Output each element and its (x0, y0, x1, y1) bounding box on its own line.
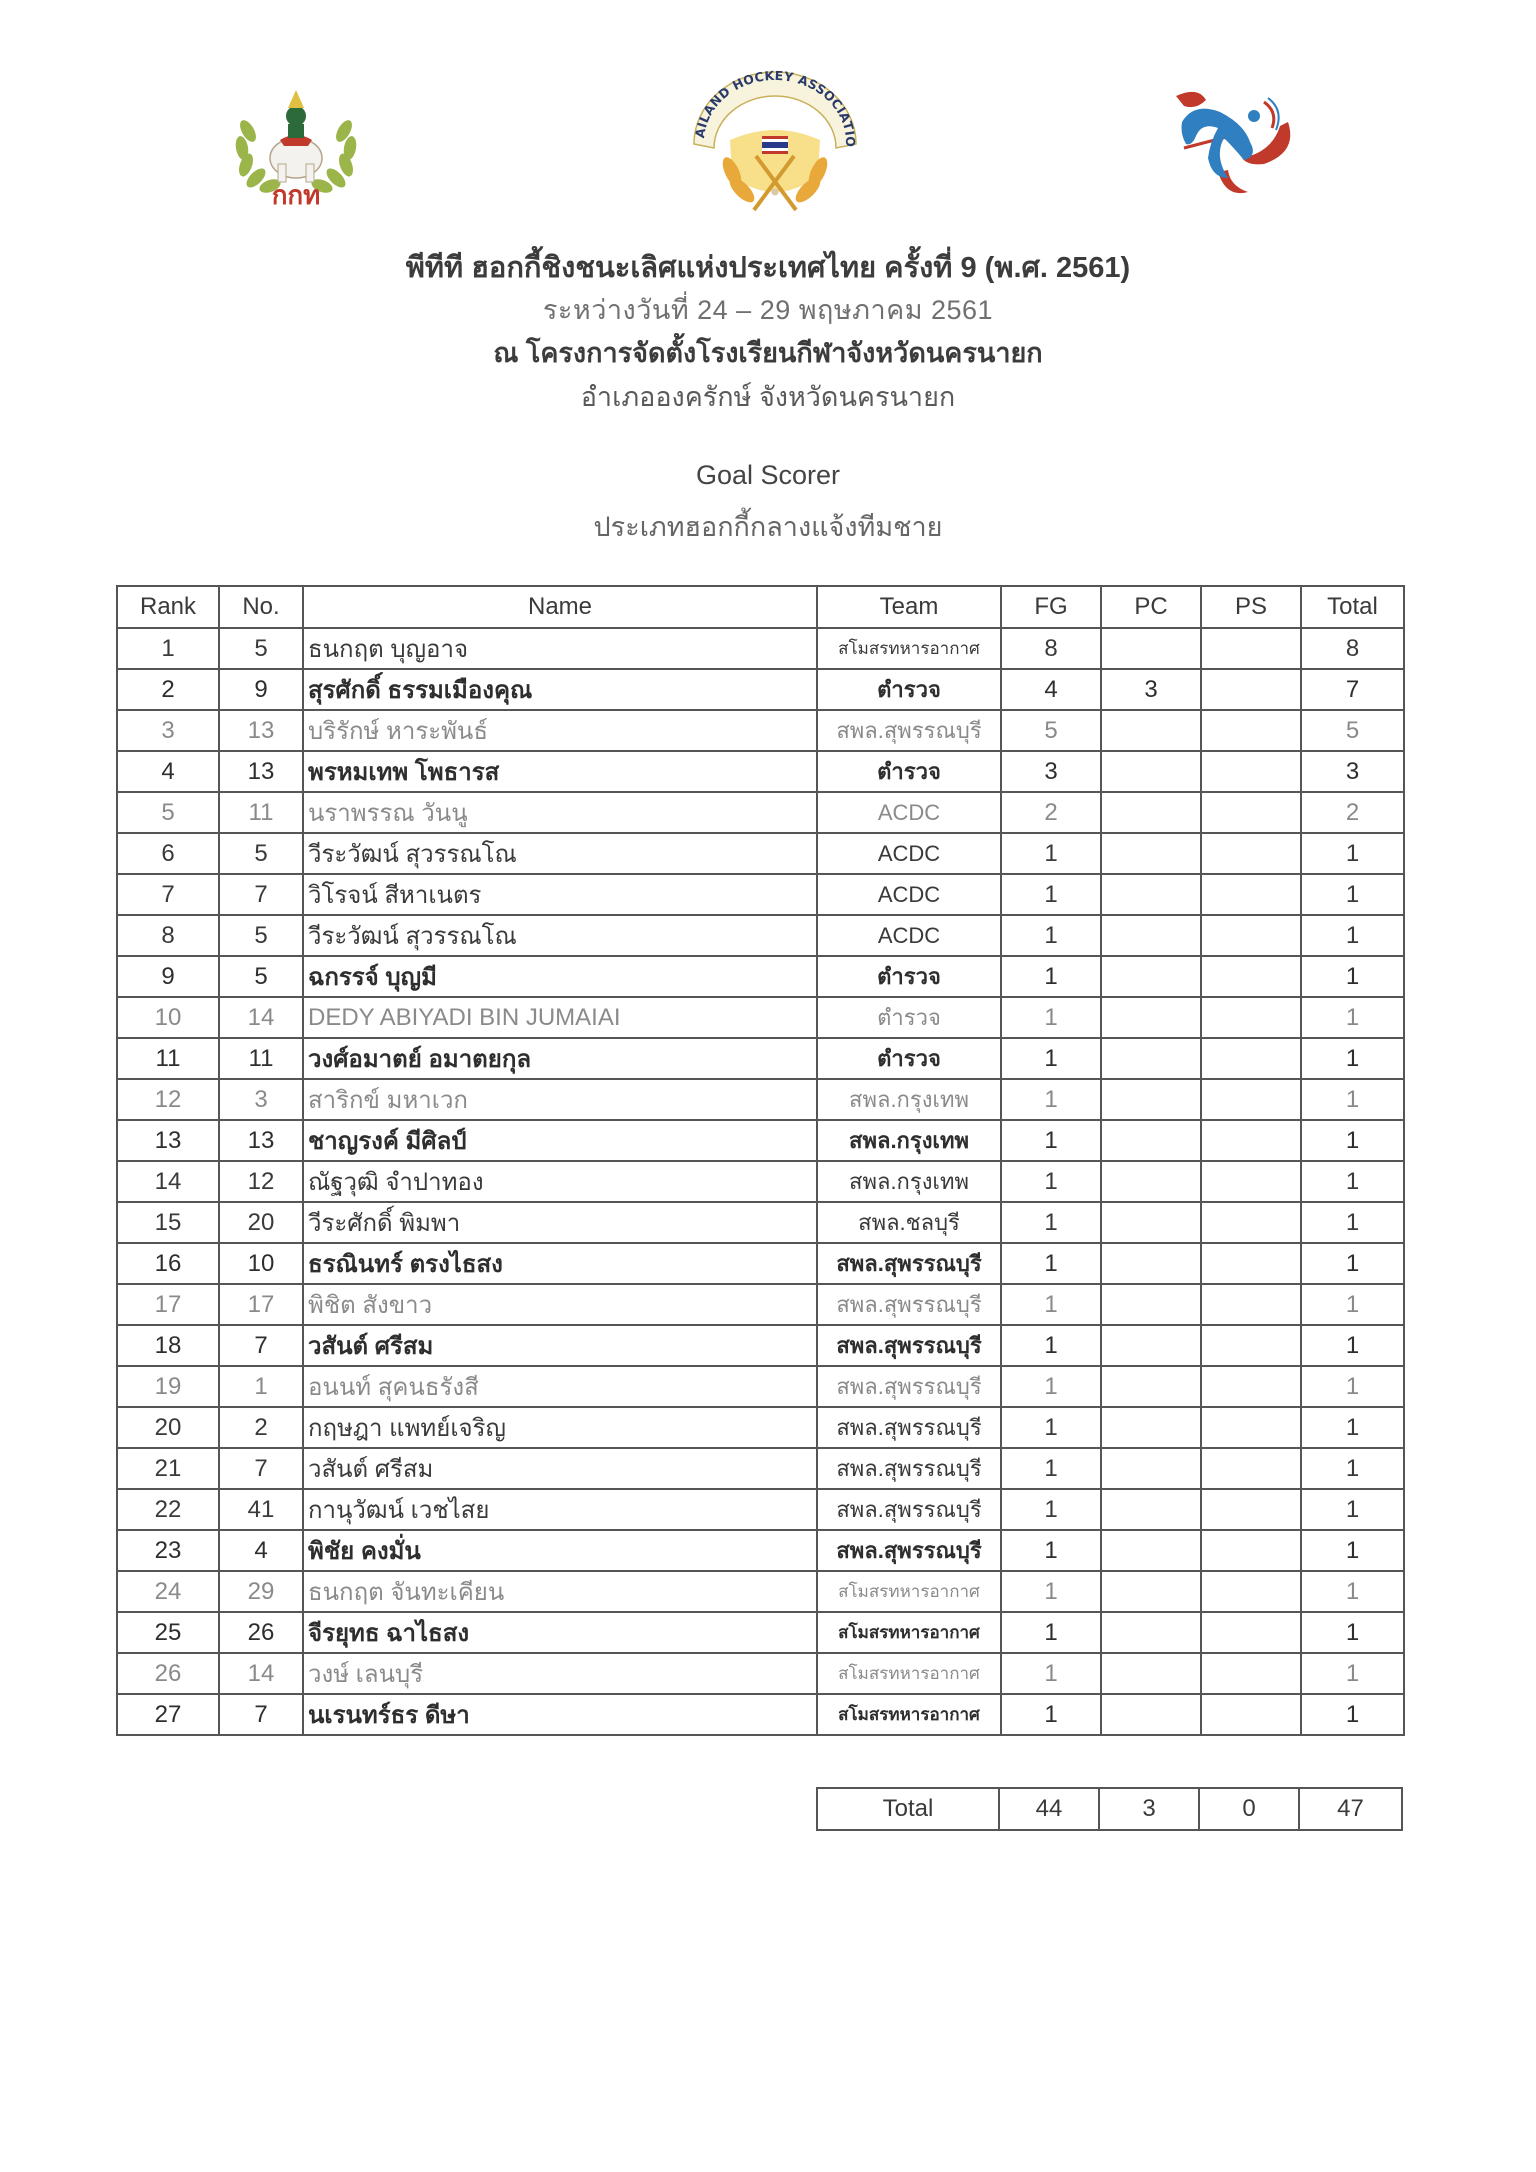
table-row (117, 1079, 1404, 1120)
field-goals-cell: 5 (1001, 710, 1101, 751)
jersey-number-cell: 7 (219, 874, 303, 915)
team-cell: สพล.กรุงเทพ (817, 1120, 1001, 1161)
team-cell: สโมสรทหารอากาศ (817, 1612, 1001, 1653)
penalty-stroke-cell (1201, 956, 1301, 997)
table-row (117, 1530, 1404, 1571)
rank-cell: 8 (117, 915, 219, 956)
penalty-corner-cell (1101, 1079, 1201, 1120)
player-name-cell: วงศ์อมาตย์ อมาตยกุล (303, 1038, 817, 1079)
column-header-fg: FG (1001, 586, 1101, 628)
jersey-number-cell: 2 (219, 1407, 303, 1448)
penalty-corner-cell (1101, 956, 1201, 997)
field-goals-cell: 1 (1001, 1161, 1101, 1202)
penalty-corner-cell (1101, 751, 1201, 792)
team-cell: สพล.สุพรรณบุรี (817, 1489, 1001, 1530)
penalty-stroke-cell (1201, 1038, 1301, 1079)
total-goals-cell: 1 (1301, 915, 1404, 956)
penalty-stroke-cell (1201, 874, 1301, 915)
team-cell: สโมสรทหารอากาศ (817, 1694, 1001, 1735)
penalty-stroke-cell (1201, 833, 1301, 874)
totals-row (817, 1788, 1402, 1830)
player-name-cell: อนนท์ สุคนธรังสี (303, 1366, 817, 1407)
rank-cell: 24 (117, 1571, 219, 1612)
table-row (117, 874, 1404, 915)
jersey-number-cell: 20 (219, 1202, 303, 1243)
column-header-ps: PS (1201, 586, 1301, 628)
field-goals-cell: 1 (1001, 1489, 1101, 1530)
field-goals-cell: 1 (1001, 1366, 1101, 1407)
penalty-corner-cell (1101, 1161, 1201, 1202)
penalty-stroke-cell (1201, 1366, 1301, 1407)
field-goals-cell: 2 (1001, 792, 1101, 833)
player-name-cell: วีระศักดิ์ พิมพา (303, 1202, 817, 1243)
total-goals-cell: 1 (1301, 1366, 1404, 1407)
player-name-cell: นเรนทร์ธร ดีษา (303, 1694, 817, 1735)
rank-cell: 2 (117, 669, 219, 710)
jersey-number-cell: 5 (219, 833, 303, 874)
field-goals-cell: 1 (1001, 833, 1101, 874)
rank-cell: 25 (117, 1612, 219, 1653)
player-name-cell: วสันต์ ศรีสม (303, 1448, 817, 1489)
jersey-number-cell: 7 (219, 1694, 303, 1735)
field-goals-cell: 1 (1001, 1571, 1101, 1612)
penalty-corner-cell (1101, 1612, 1201, 1653)
rank-cell: 26 (117, 1653, 219, 1694)
penalty-corner-cell (1101, 1120, 1201, 1161)
report-title: Goal Scorer (695, 460, 841, 490)
table-row (117, 1038, 1404, 1079)
penalty-corner-cell (1101, 1653, 1201, 1694)
rank-cell: 12 (117, 1079, 219, 1120)
field-goals-cell: 8 (1001, 628, 1101, 669)
field-goals-cell: 4 (1001, 669, 1101, 710)
penalty-stroke-cell (1201, 1079, 1301, 1120)
team-cell: สพล.สุพรรณบุรี (817, 1325, 1001, 1366)
column-header-no: No. (219, 586, 303, 628)
field-goals-cell: 1 (1001, 1079, 1101, 1120)
player-name-cell: ฉกรรจ์ บุญมี (303, 956, 817, 997)
hockey-player-pictogram-logo (1168, 82, 1308, 202)
table-row (117, 792, 1404, 833)
team-cell: ACDC (817, 915, 1001, 956)
table-header-row (117, 586, 1404, 628)
player-name-cell: นราพรรณ วันนู (303, 792, 817, 833)
event-district: อำเภอองครักษ์ จังหวัดนครนายก (580, 382, 956, 412)
player-name-cell: สาริกข์ มหาเวก (303, 1079, 817, 1120)
penalty-stroke-cell (1201, 1325, 1301, 1366)
total-goals-cell: 1 (1301, 1120, 1404, 1161)
penalty-corner-cell (1101, 710, 1201, 751)
total-goals-cell: 1 (1301, 1038, 1404, 1079)
penalty-corner-cell (1101, 1448, 1201, 1489)
total-goals-cell: 1 (1301, 833, 1404, 874)
player-name-cell: ธนกฤต บุญอาจ (303, 628, 817, 669)
field-goals-cell: 1 (1001, 1038, 1101, 1079)
jersey-number-cell: 9 (219, 669, 303, 710)
field-goals-cell: 1 (1001, 1694, 1101, 1735)
penalty-stroke-cell (1201, 1653, 1301, 1694)
field-goals-cell: 1 (1001, 1612, 1101, 1653)
total-goals-cell: 1 (1301, 1448, 1404, 1489)
totals-pc: 3 (1099, 1788, 1199, 1830)
table-row (117, 1612, 1404, 1653)
penalty-corner-cell (1101, 1243, 1201, 1284)
rank-cell: 27 (117, 1694, 219, 1735)
team-cell: สพล.สุพรรณบุรี (817, 1407, 1001, 1448)
table-row (117, 1653, 1404, 1694)
player-name-cell: บริรักษ์ หาระพันธ์ (303, 710, 817, 751)
penalty-corner-cell (1101, 1694, 1201, 1735)
team-cell: ตำรวจ (817, 956, 1001, 997)
rank-cell: 20 (117, 1407, 219, 1448)
rank-cell: 17 (117, 1284, 219, 1325)
table-row (117, 1571, 1404, 1612)
player-name-cell: DEDY ABIYADI BIN JUMAIAI (303, 997, 817, 1038)
player-name-cell: ธนกฤต จันทะเคียน (303, 1571, 817, 1612)
penalty-stroke-cell (1201, 1489, 1301, 1530)
column-header-rank: Rank (117, 586, 219, 628)
jersey-number-cell: 5 (219, 628, 303, 669)
total-goals-cell: 3 (1301, 751, 1404, 792)
penalty-stroke-cell (1201, 997, 1301, 1038)
team-cell: สโมสรทหารอากาศ (817, 628, 1001, 669)
total-goals-cell: 1 (1301, 1571, 1404, 1612)
penalty-corner-cell (1101, 1284, 1201, 1325)
table-row (117, 1325, 1404, 1366)
total-goals-cell: 1 (1301, 1489, 1404, 1530)
logo-mid-text: AILAND HOCKEY ASSOCIATIO (692, 70, 859, 148)
table-row (117, 1120, 1404, 1161)
penalty-stroke-cell (1201, 751, 1301, 792)
total-goals-cell: 1 (1301, 1284, 1404, 1325)
table-row (117, 997, 1404, 1038)
team-cell: ACDC (817, 792, 1001, 833)
player-name-cell: วีระวัฒน์ สุวรรณโณ (303, 833, 817, 874)
table-row (117, 956, 1404, 997)
rank-cell: 4 (117, 751, 219, 792)
rank-cell: 6 (117, 833, 219, 874)
total-goals-cell: 5 (1301, 710, 1404, 751)
player-name-cell: พรหมเทพ โพธารส (303, 751, 817, 792)
jersey-number-cell: 4 (219, 1530, 303, 1571)
column-header-pc: PC (1101, 586, 1201, 628)
rank-cell: 19 (117, 1366, 219, 1407)
jersey-number-cell: 17 (219, 1284, 303, 1325)
penalty-stroke-cell (1201, 1120, 1301, 1161)
table-row (117, 915, 1404, 956)
team-cell: ตำรวจ (817, 751, 1001, 792)
jersey-number-cell: 11 (219, 792, 303, 833)
rank-cell: 16 (117, 1243, 219, 1284)
player-name-cell: วสันต์ ศรีสม (303, 1325, 817, 1366)
team-cell: สพล.ชลบุรี (817, 1202, 1001, 1243)
table-row (117, 1202, 1404, 1243)
total-goals-cell: 1 (1301, 1202, 1404, 1243)
player-name-cell: ชาญรงค์ มีศิลป์ (303, 1120, 817, 1161)
jersey-number-cell: 14 (219, 997, 303, 1038)
field-goals-cell: 1 (1001, 1653, 1101, 1694)
event-dates: ระหว่างวันที่ 24 – 29 พฤษภาคม 2561 (542, 295, 994, 325)
penalty-stroke-cell (1201, 1612, 1301, 1653)
penalty-stroke-cell (1201, 792, 1301, 833)
penalty-stroke-cell (1201, 1243, 1301, 1284)
total-goals-cell: 1 (1301, 1694, 1404, 1735)
totals-total: 47 (1299, 1788, 1402, 1830)
field-goals-cell: 1 (1001, 997, 1101, 1038)
jersey-number-cell: 13 (219, 751, 303, 792)
team-cell: สพล.สุพรรณบุรี (817, 1366, 1001, 1407)
table-row (117, 710, 1404, 751)
column-header-total: Total (1301, 586, 1404, 628)
totals-label: Total (817, 1788, 999, 1830)
jersey-number-cell: 1 (219, 1366, 303, 1407)
jersey-number-cell: 14 (219, 1653, 303, 1694)
penalty-corner-cell (1101, 915, 1201, 956)
penalty-corner-cell: 3 (1101, 669, 1201, 710)
table-row (117, 1284, 1404, 1325)
penalty-corner-cell (1101, 628, 1201, 669)
team-cell: สพล.กรุงเทพ (817, 1161, 1001, 1202)
total-goals-cell: 1 (1301, 1407, 1404, 1448)
team-cell: สพล.สุพรรณบุรี (817, 710, 1001, 751)
penalty-stroke-cell (1201, 1571, 1301, 1612)
totals-fg: 44 (999, 1788, 1099, 1830)
penalty-stroke-cell (1201, 1407, 1301, 1448)
team-cell: สพล.กรุงเทพ (817, 1079, 1001, 1120)
player-name-cell: จีรยุทธ ฉาไธสง (303, 1612, 817, 1653)
jersey-number-cell: 41 (219, 1489, 303, 1530)
penalty-stroke-cell (1201, 1448, 1301, 1489)
table-row (117, 1407, 1404, 1448)
jersey-number-cell: 5 (219, 956, 303, 997)
team-cell: สพล.สุพรรณบุรี (817, 1448, 1001, 1489)
field-goals-cell: 1 (1001, 956, 1101, 997)
total-goals-cell: 1 (1301, 1161, 1404, 1202)
totals-table (816, 1787, 1403, 1831)
team-cell: ตำรวจ (817, 997, 1001, 1038)
field-goals-cell: 1 (1001, 915, 1101, 956)
column-header-name: Name (303, 586, 817, 628)
field-goals-cell: 1 (1001, 1243, 1101, 1284)
penalty-corner-cell (1101, 1366, 1201, 1407)
table-row (117, 1489, 1404, 1530)
report-category: ประเภทฮอกกี้กลางแจ้งทีมชาย (593, 512, 943, 542)
player-name-cell: วิโรจน์ สีหาเนตร (303, 874, 817, 915)
penalty-stroke-cell (1201, 1284, 1301, 1325)
jersey-number-cell: 29 (219, 1571, 303, 1612)
total-goals-cell: 1 (1301, 1079, 1404, 1120)
table-row (117, 1243, 1404, 1284)
table-row (117, 751, 1404, 792)
rank-cell: 11 (117, 1038, 219, 1079)
penalty-stroke-cell (1201, 1530, 1301, 1571)
team-cell: ตำรวจ (817, 669, 1001, 710)
total-goals-cell: 2 (1301, 792, 1404, 833)
penalty-corner-cell (1101, 1530, 1201, 1571)
rank-cell: 22 (117, 1489, 219, 1530)
jersey-number-cell: 13 (219, 1120, 303, 1161)
total-goals-cell: 1 (1301, 1653, 1404, 1694)
team-cell: ACDC (817, 833, 1001, 874)
rank-cell: 5 (117, 792, 219, 833)
jersey-number-cell: 13 (219, 710, 303, 751)
jersey-number-cell: 5 (219, 915, 303, 956)
table-row (117, 628, 1404, 669)
rank-cell: 3 (117, 710, 219, 751)
total-goals-cell: 1 (1301, 1243, 1404, 1284)
team-cell: สพล.สุพรรณบุรี (817, 1284, 1001, 1325)
table-row (117, 1694, 1404, 1735)
field-goals-cell: 1 (1001, 1202, 1101, 1243)
rank-cell: 10 (117, 997, 219, 1038)
player-name-cell: พิชิต สังขาว (303, 1284, 817, 1325)
rank-cell: 7 (117, 874, 219, 915)
field-goals-cell: 1 (1001, 1407, 1101, 1448)
player-name-cell: วงษ์ เลนบุรี (303, 1653, 817, 1694)
penalty-corner-cell (1101, 833, 1201, 874)
penalty-corner-cell (1101, 1489, 1201, 1530)
penalty-stroke-cell (1201, 710, 1301, 751)
table-row (117, 1366, 1404, 1407)
field-goals-cell: 1 (1001, 1325, 1101, 1366)
sports-authority-logo (226, 76, 366, 206)
total-goals-cell: 1 (1301, 1530, 1404, 1571)
total-goals-cell: 1 (1301, 997, 1404, 1038)
penalty-corner-cell (1101, 1038, 1201, 1079)
field-goals-cell: 1 (1001, 1448, 1101, 1489)
rank-cell: 21 (117, 1448, 219, 1489)
table-row (117, 1161, 1404, 1202)
player-name-cell: พิชัย คงมั่น (303, 1530, 817, 1571)
jersey-number-cell: 7 (219, 1325, 303, 1366)
team-cell: สพล.สุพรรณบุรี (817, 1530, 1001, 1571)
jersey-number-cell: 11 (219, 1038, 303, 1079)
table-row (117, 669, 1404, 710)
logo-left-text: กกท (271, 181, 321, 206)
rank-cell: 9 (117, 956, 219, 997)
jersey-number-cell: 12 (219, 1161, 303, 1202)
penalty-stroke-cell (1201, 1202, 1301, 1243)
team-cell: สโมสรทหารอากาศ (817, 1653, 1001, 1694)
rank-cell: 13 (117, 1120, 219, 1161)
table-row (117, 833, 1404, 874)
player-name-cell: วีระวัฒน์ สุวรรณโณ (303, 915, 817, 956)
team-cell: ACDC (817, 874, 1001, 915)
penalty-corner-cell (1101, 792, 1201, 833)
penalty-stroke-cell (1201, 1694, 1301, 1735)
total-goals-cell: 7 (1301, 669, 1404, 710)
rank-cell: 23 (117, 1530, 219, 1571)
total-goals-cell: 1 (1301, 1325, 1404, 1366)
penalty-corner-cell (1101, 1202, 1201, 1243)
total-goals-cell: 1 (1301, 956, 1404, 997)
penalty-corner-cell (1101, 874, 1201, 915)
team-cell: สโมสรทหารอากาศ (817, 1571, 1001, 1612)
hockey-association-logo (690, 70, 860, 215)
jersey-number-cell: 10 (219, 1243, 303, 1284)
penalty-stroke-cell (1201, 1161, 1301, 1202)
total-goals-cell: 8 (1301, 628, 1404, 669)
penalty-stroke-cell (1201, 628, 1301, 669)
rank-cell: 1 (117, 628, 219, 669)
jersey-number-cell: 7 (219, 1448, 303, 1489)
totals-ps: 0 (1199, 1788, 1299, 1830)
penalty-stroke-cell (1201, 915, 1301, 956)
event-venue: ณ โครงการจัดตั้งโรงเรียนกีฬาจังหวัดนครนายก (493, 338, 1043, 368)
field-goals-cell: 1 (1001, 874, 1101, 915)
rank-cell: 18 (117, 1325, 219, 1366)
player-name-cell: ธรณินทร์ ตรงไธสง (303, 1243, 817, 1284)
column-header-team: Team (817, 586, 1001, 628)
event-title: พีทีที ฮอกกี้ชิงชนะเลิศแห่งประเทศไทย ครั้งที่ 9 (พ.ศ. 2561) (405, 252, 1131, 284)
field-goals-cell: 1 (1001, 1530, 1101, 1571)
player-name-cell: สุรศักดิ์ ธรรมเมืองคุณ (303, 669, 817, 710)
penalty-corner-cell (1101, 1325, 1201, 1366)
total-goals-cell: 1 (1301, 874, 1404, 915)
table-row (117, 1448, 1404, 1489)
player-name-cell: กฤษฎา แพทย์เจริญ (303, 1407, 817, 1448)
penalty-corner-cell (1101, 1571, 1201, 1612)
jersey-number-cell: 3 (219, 1079, 303, 1120)
field-goals-cell: 3 (1001, 751, 1101, 792)
field-goals-cell: 1 (1001, 1284, 1101, 1325)
jersey-number-cell: 26 (219, 1612, 303, 1653)
player-name-cell: กานุวัฒน์ เวชไสย (303, 1489, 817, 1530)
player-name-cell: ณัฐวุฒิ จำปาทอง (303, 1161, 817, 1202)
team-cell: ตำรวจ (817, 1038, 1001, 1079)
penalty-stroke-cell (1201, 669, 1301, 710)
penalty-corner-cell (1101, 1407, 1201, 1448)
rank-cell: 15 (117, 1202, 219, 1243)
field-goals-cell: 1 (1001, 1120, 1101, 1161)
goal-scorer-table (116, 585, 1405, 1736)
total-goals-cell: 1 (1301, 1612, 1404, 1653)
team-cell: สพล.สุพรรณบุรี (817, 1243, 1001, 1284)
rank-cell: 14 (117, 1161, 219, 1202)
penalty-corner-cell (1101, 997, 1201, 1038)
